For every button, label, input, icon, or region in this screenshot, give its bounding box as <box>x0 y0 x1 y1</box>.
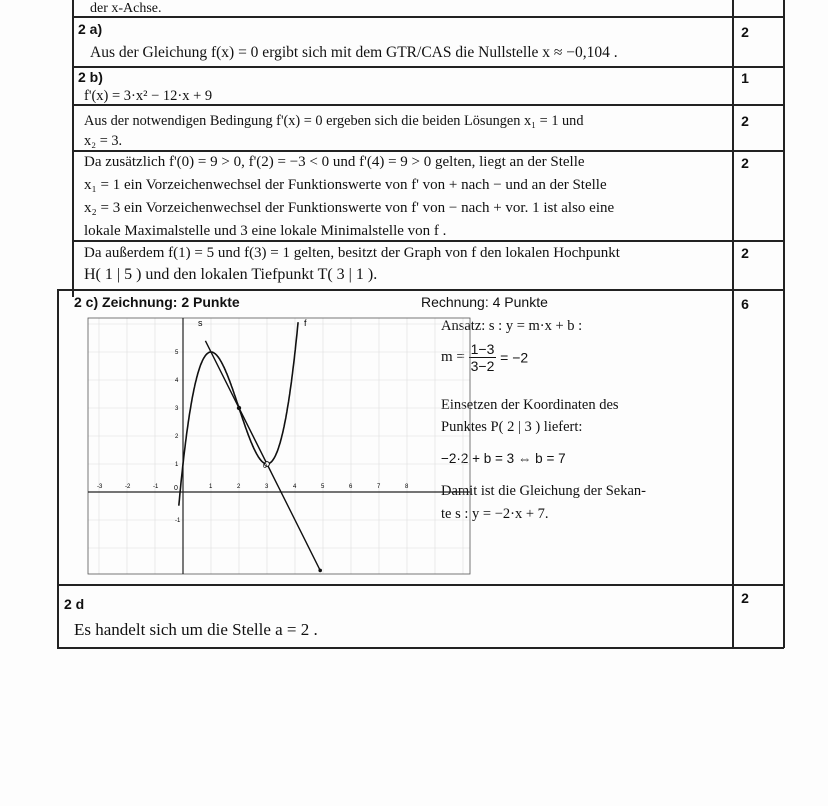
section-2b-points: 1 <box>741 70 749 86</box>
intercept-equation: −2·2 + b = 3 ⇔ b = 7 <box>441 451 566 466</box>
x-tick-labels <box>97 484 409 490</box>
point-s-end <box>318 569 322 573</box>
sign-change-line1: Da zusätzlich f'(0) = 9 > 0, f'(2) = −3 < 0 und f'(4) = 9 > 0 gelten, liegt an der Stelle <box>84 154 585 170</box>
necessary-condition-line1: Aus der notwendigen Bedingung f'(x) = 0 ergeben sich die beiden Lösungen x₁ = 1 und <box>84 113 584 129</box>
x-tick-label: 2 <box>237 484 241 490</box>
top-line-text: der x-Achse. <box>90 1 162 16</box>
x-tick-label: 4 <box>293 484 297 490</box>
x-tick-label: -1 <box>153 484 159 490</box>
section-2d-text: Es handelt sich um die Stelle a = 2 . <box>74 620 318 639</box>
section-2c-points: 6 <box>741 296 749 312</box>
section-2d-points: 2 <box>741 590 749 606</box>
damit-line2: te s : y = −2·x + 7. <box>441 506 549 522</box>
extrema-line2: H( 1 | 5 ) und den lokalen Tiefpunkt T( 3 | 1 ). <box>84 266 378 283</box>
section-2d-label: 2 d <box>64 596 85 612</box>
function-graph <box>58 312 478 582</box>
point-T-label: 0 <box>263 463 267 470</box>
points-column-divider <box>732 0 734 648</box>
section-2a-text: Aus der Gleichung f(x) = 0 ergibt sich mit dem GTR/CAS die Nullstelle x ≈ −0,104 . <box>90 44 618 61</box>
secant-s-label: s <box>198 318 203 328</box>
row-divider <box>72 150 784 152</box>
calculation-header: Rechnung: 4 Punkte <box>421 294 548 310</box>
y-tick-label: 3 <box>175 406 179 412</box>
secant-s <box>205 341 320 571</box>
section-2b-label: 2 b) <box>78 69 103 85</box>
derivative-formula: f'(x) = 3·x² − 12·x + 9 <box>84 88 213 104</box>
slope-result: = −2 <box>500 349 529 366</box>
x-tick-label: -2 <box>125 484 131 490</box>
necessary-condition-line2: x₂ = 3. <box>84 133 123 149</box>
slope-denominator: 3−2 <box>470 358 495 374</box>
section-2a-points: 2 <box>741 24 749 40</box>
sign-change-line3: x₂ = 3 ein Vorzeichenwechsel der Funktionswerte von f' von − nach + vor. 1 ist also eine <box>84 200 615 216</box>
row-divider <box>57 584 784 586</box>
table-border-left <box>72 0 74 297</box>
slope-prefix: m = <box>441 349 465 365</box>
y-tick-label: 2 <box>175 434 179 440</box>
sign-change-line2: x₁ = 1 ein Vorzeichenwechsel der Funktionswerte von f' von + nach − und an der Stelle <box>84 177 607 193</box>
extrema-line1: Da außerdem f(1) = 5 und f(3) = 1 gelten, besitzt der Graph von f den lokalen Hochpunkt <box>84 245 620 261</box>
y-tick-label: 5 <box>175 350 179 356</box>
y-tick-label: 1 <box>175 462 179 468</box>
row-divider <box>57 289 784 291</box>
ansatz-text: Ansatz: s : y = m·x + b : <box>441 318 583 334</box>
x-tick-label: -3 <box>97 484 103 490</box>
row1-points: 2 <box>741 113 749 129</box>
damit-line1: Damit ist die Gleichung der Sekan- <box>441 483 646 499</box>
row-divider <box>72 16 784 18</box>
curve-f <box>179 322 298 506</box>
row-divider <box>57 647 784 649</box>
row-divider <box>72 66 784 68</box>
row2-points: 2 <box>741 155 749 171</box>
section-2a-label: 2 a) <box>78 21 103 37</box>
x-tick-label: 5 <box>321 484 325 490</box>
point-P <box>237 406 241 410</box>
x-tick-label: 8 <box>405 484 409 490</box>
x-tick-label: 6 <box>349 484 353 490</box>
origin-label: 0 <box>174 485 178 492</box>
einsetzen-line2: Punktes P( 2 | 3 ) liefert: <box>441 419 583 435</box>
row3-points: 2 <box>741 245 749 261</box>
x-tick-label: 7 <box>377 484 381 490</box>
y-tick-label: -1 <box>175 518 181 524</box>
curve-f-label: f <box>304 318 307 328</box>
row-divider <box>72 240 784 242</box>
y-tick-label: 4 <box>175 378 179 384</box>
x-tick-label: 3 <box>265 484 269 490</box>
sign-change-line4: lokale Maximalstelle und 3 eine lokale Minimalstelle von f . <box>84 223 447 239</box>
section-2c-label: 2 c) Zeichnung: 2 Punkte <box>74 294 240 310</box>
einsetzen-line1: Einsetzen der Koordinaten des <box>441 397 619 413</box>
x-tick-label: 1 <box>209 484 213 490</box>
table-border-right <box>783 0 785 648</box>
slope-numerator: 1−3 <box>470 341 495 357</box>
